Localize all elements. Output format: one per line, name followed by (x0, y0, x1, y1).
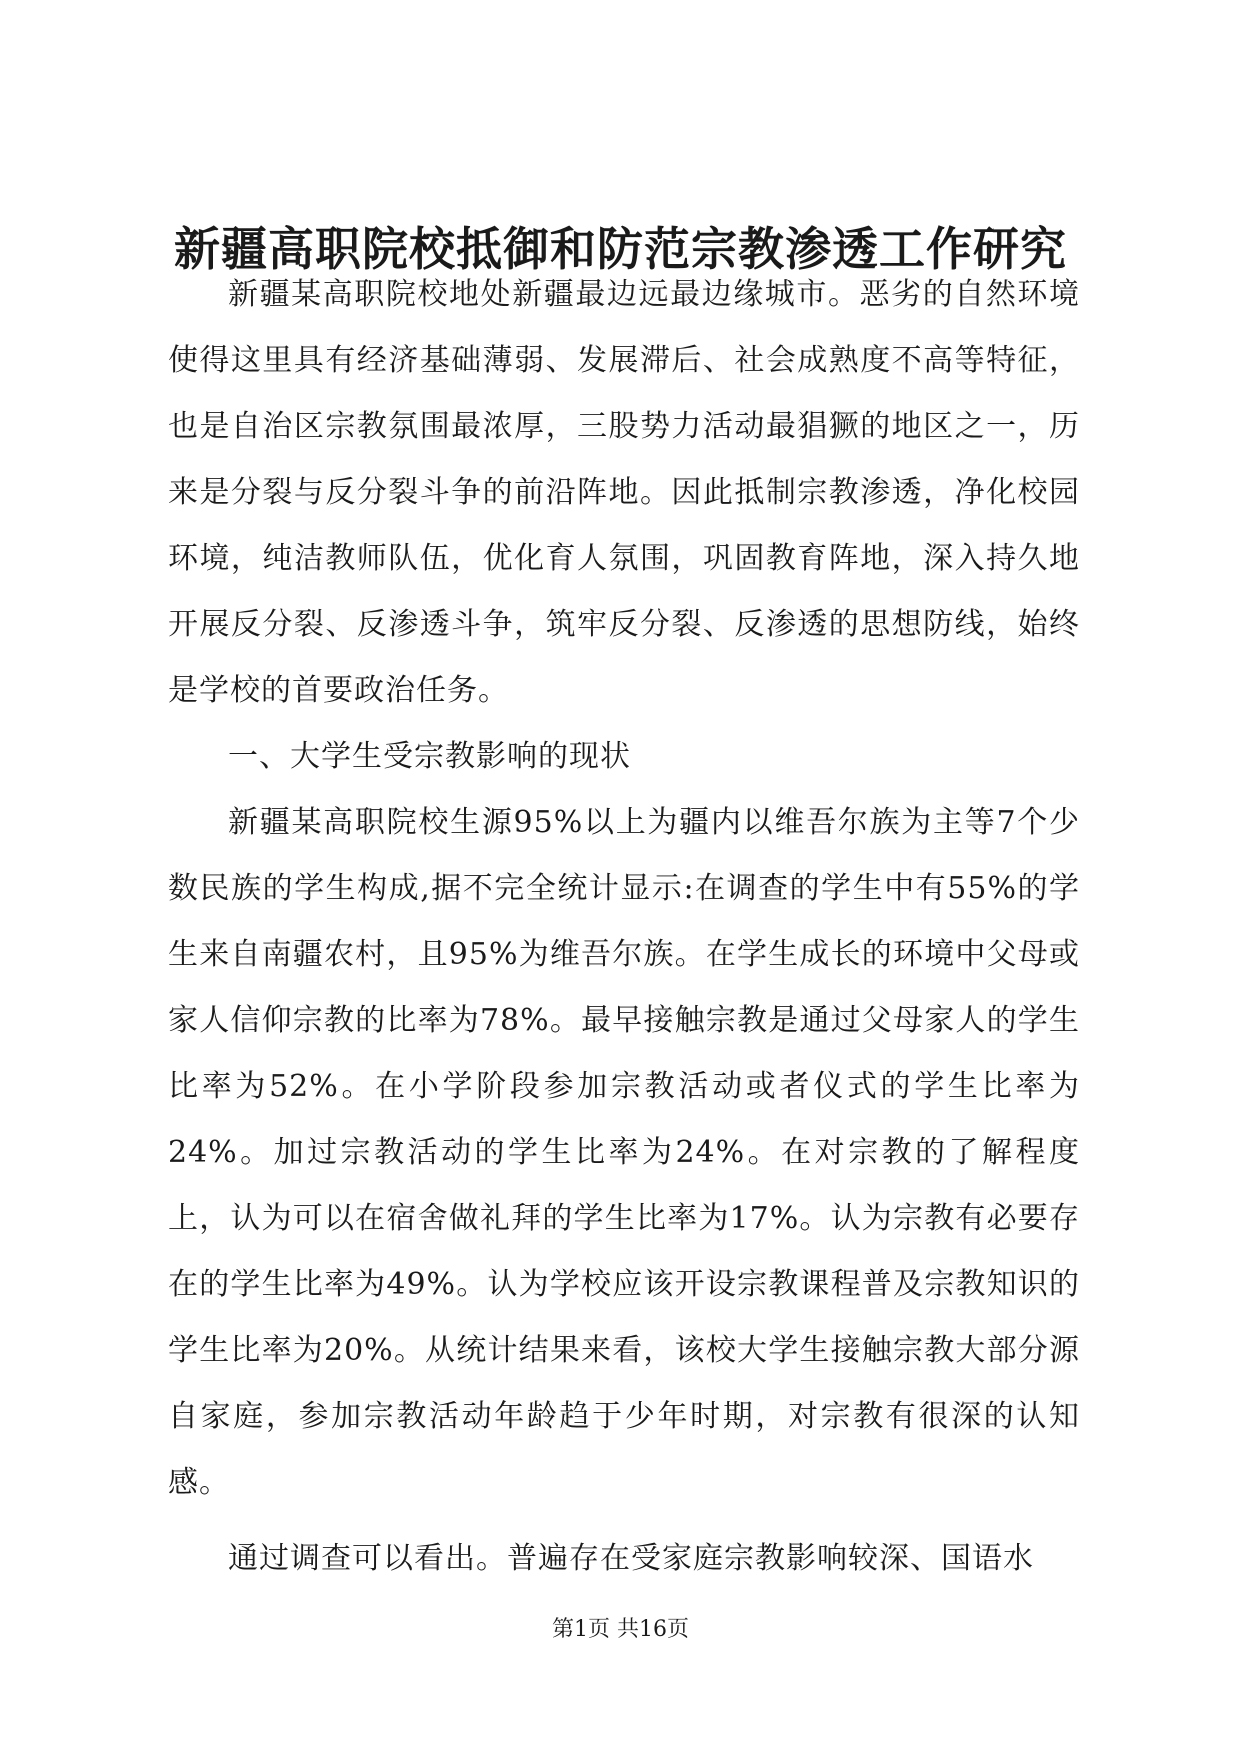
page-footer: 第1页 共16页 (552, 1617, 689, 1642)
section-heading: 一、大学生受宗教影响的现状 (228, 739, 631, 774)
paragraph-statistics: 新疆某高职院校生源95%以上为疆内以维吾尔族为主等7个少数民族的学生构成,据不完全统计显示:在调查的学生中有55%的学生来自南疆农村，且95%为维吾尔族。在学生成长的环境中父母或家人信仰宗教的比率为78%。最早接触宗教是通过父母家人的学生比率为52%。在小学阶段参加宗教活动或者仪式的学生比率为24%。加过宗教活动的学生比率为24%。在对宗教的了解程度上，认为可以在宿舍做礼拜的学生比率为17%。认为宗教有必要存在的学生比率为49%。认为学校应该开设宗教课程普及宗教知识的学生比率为20%。从统计结果来看，该校大学生接触宗教大部分源自家庭，参加宗教活动年龄趋于少年时期，对宗教有很深的认知感。 (168, 805, 1080, 1500)
paragraph-survey-conclusion: 通过调查可以看出。普遍存在受家庭宗教影响较深、国语水 (228, 1541, 1034, 1576)
document-body (168, 262, 1080, 1592)
document-title: 新疆高职院校抵御和防范宗教渗透工作研究 (174, 222, 1067, 276)
paragraph-intro: 新疆某高职院校地处新疆最边远最边缘城市。恶劣的自然环境使得这里具有经济基础薄弱、发展滞后、社会成熟度不高等特征，也是自治区宗教氛围最浓厚，三股势力活动最猖獗的地区之一，历来是分裂与反分裂斗争的前沿阵地。因此抵制宗教渗透，净化校园环境，纯洁教师队伍，优化育人氛围，巩固教育阵地，深入持久地开展反分裂、反渗透斗争，筑牢反分裂、反渗透的思想防线，始终是学校的首要政治任务。 (168, 277, 1080, 708)
